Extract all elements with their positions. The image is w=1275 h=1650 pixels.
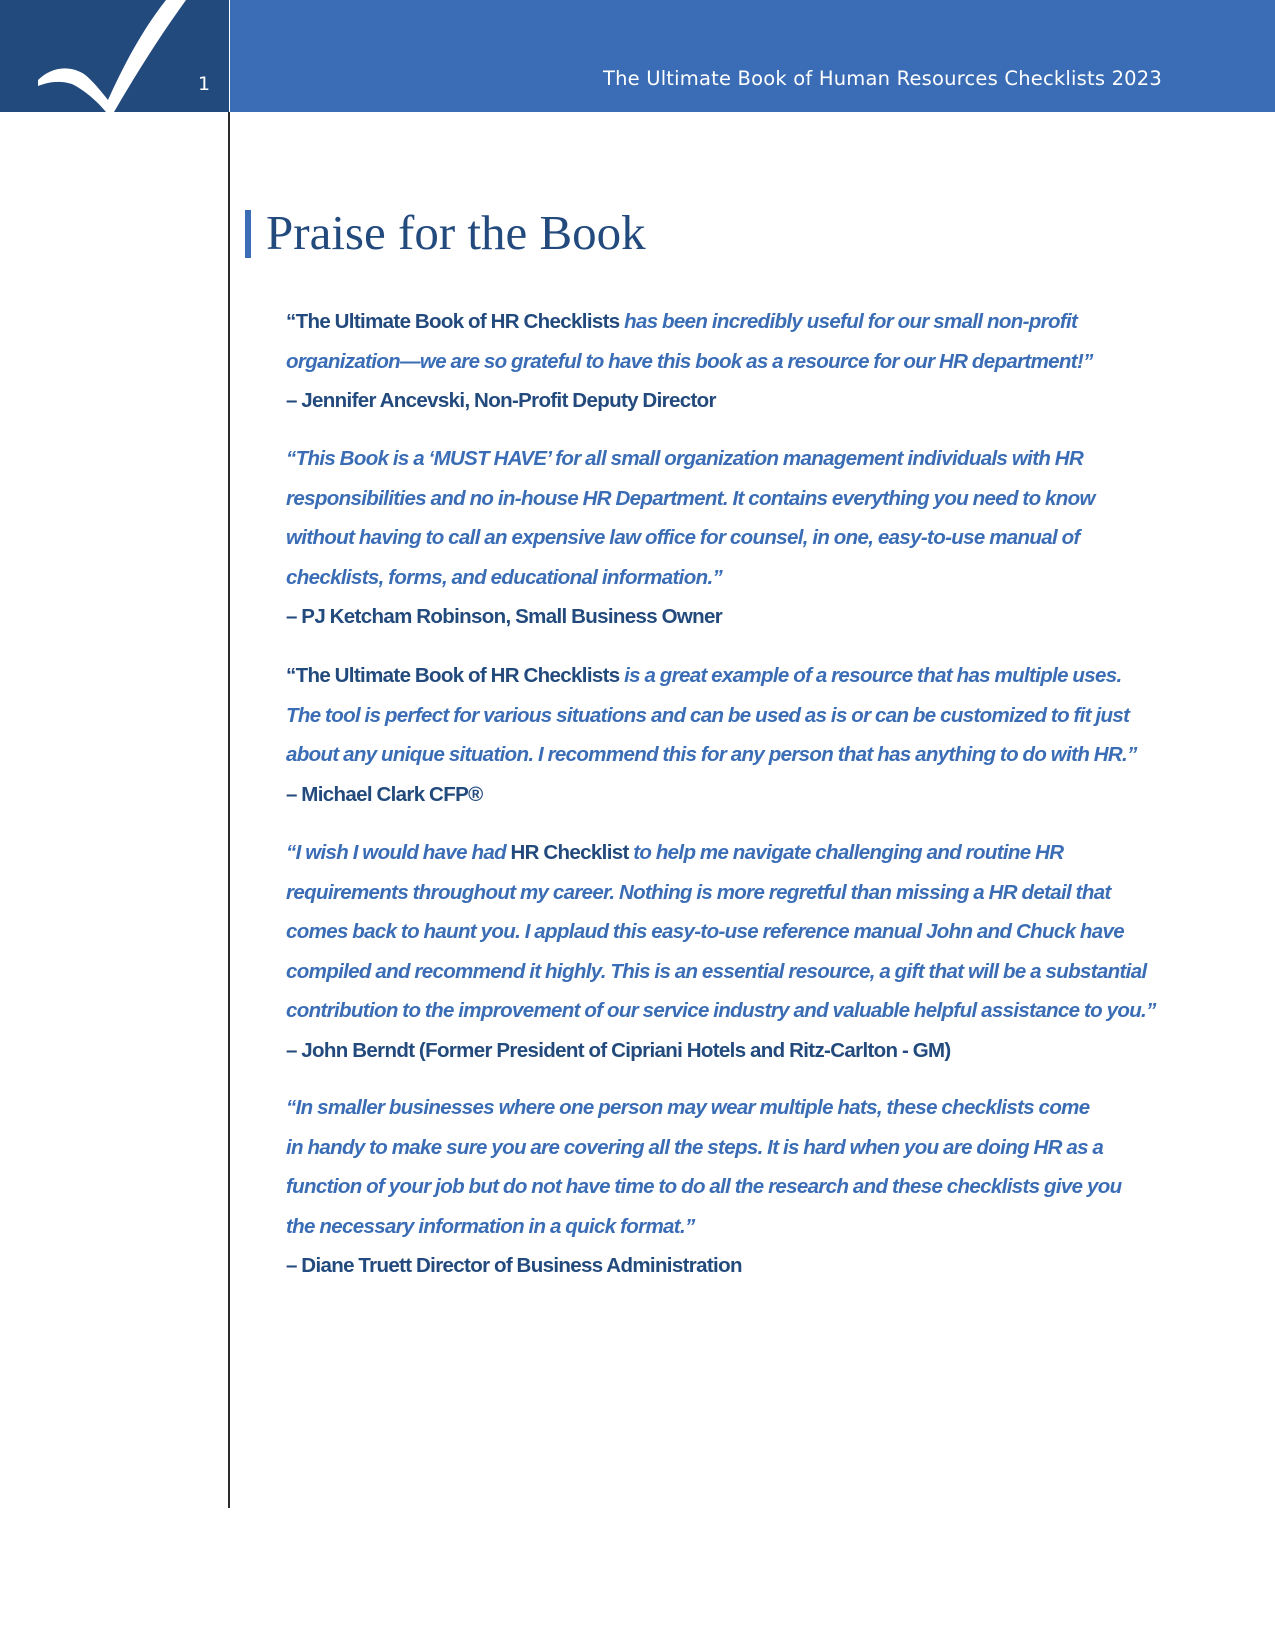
- quote-segment: without having to call an expensive law office for counsel, in one, easy-to-use manual of: [286, 526, 1080, 550]
- title-accent-bar: [245, 210, 251, 258]
- quote-line: [286, 1207, 1132, 1247]
- quote-segment: requirements throughout my career. Nothing is more regretful than missing a HR detail that: [286, 880, 1111, 904]
- quote-segment: organization—we are so grateful to have this book as a resource for our HR department!”: [286, 349, 1093, 373]
- quote-segment: comes back to haunt you. I applaud this easy-to-use reference manual John and Chuck have: [286, 920, 1125, 944]
- quote-segment: function of your job but do not have time to do all the research and these checklists give you: [286, 1175, 1122, 1199]
- checkmark-icon: [36, 0, 186, 112]
- quote-segment: “I wish I would have had: [286, 841, 511, 864]
- quote-segment: is a great example of a resource that has multiple uses.: [624, 664, 1122, 687]
- quote-segment: in handy to make sure you are covering all the steps. It is hard when you are doing HR as a: [286, 1135, 1104, 1159]
- quote-segment: HR Checklist: [510, 841, 634, 864]
- quote-segment: The tool is perfect for various situations and can be used as is or can be customized to fit just: [286, 703, 1130, 727]
- quote-segment: “The Ultimate Book of HR Checklists: [286, 664, 625, 687]
- quote-line: [286, 558, 1132, 598]
- quote-segment: to help me navigate challenging and routine HR: [633, 841, 1064, 864]
- quote-segment: “In smaller businesses where one person may wear multiple hats, these checklists come: [286, 1096, 1090, 1119]
- quote-attribution: – Jennifer Ancevski, Non-Profit Deputy Director: [286, 389, 716, 413]
- header-banner: [230, 0, 1275, 112]
- quote-line: [286, 1128, 1132, 1168]
- quote-line: [286, 302, 1132, 342]
- quote-line: [286, 342, 1132, 382]
- quote-attribution: – PJ Ketcham Robinson, Small Business Owner: [286, 605, 723, 629]
- quote-line: [286, 952, 1147, 992]
- quote-line: [286, 912, 1132, 952]
- quote-segment: “The Ultimate Book of HR Checklists: [286, 310, 625, 333]
- testimonial: [286, 656, 1137, 814]
- quote-attribution: – Michael Clark CFP®: [286, 782, 483, 806]
- quote-line: [286, 833, 1132, 873]
- running-title: The Ultimate Book of Human Resources Checklists 2023: [602, 67, 1162, 90]
- quote-line: [286, 439, 1132, 479]
- quote-segment: the necessary information in a quick format.”: [286, 1214, 695, 1238]
- quote-attribution: – John Berndt (Former President of Cipriani Hotels and Ritz-Carlton - GM): [286, 1038, 951, 1062]
- quote-line: [286, 873, 1132, 913]
- page-number: 1: [198, 73, 211, 95]
- testimonial: [286, 302, 1132, 421]
- quote-line: [286, 735, 1137, 775]
- quote-line: [286, 991, 1156, 1031]
- testimonial: [286, 439, 1132, 637]
- quote-segment: checklists, forms, and educational information.”: [286, 565, 723, 589]
- header-logo-block: [0, 0, 229, 112]
- quote-segment: “This Book is a ‘MUST HAVE’ for all small organization management individuals with HR: [286, 447, 1084, 470]
- quote-line: [286, 518, 1132, 558]
- testimonial: [286, 1088, 1132, 1286]
- quote-attribution: – Diane Truett Director of Business Administration: [286, 1254, 742, 1278]
- quote-line: [286, 479, 1132, 519]
- quote-segment: responsibilities and no in-house HR Department. It contains everything you need to know: [286, 486, 1095, 510]
- quote-line: [286, 656, 1132, 696]
- margin-rule: [228, 112, 230, 1508]
- quote-segment: compiled and recommend it highly. This is an essential resource, a gift that will be a substantial: [286, 959, 1147, 983]
- quote-segment: about any unique situation. I recommend this for any person that has anything to do with HR.”: [286, 743, 1137, 767]
- quote-segment: contribution to the improvement of our service industry and valuable helpful assistance to you.”: [286, 999, 1156, 1023]
- page-title: Praise for the Book: [266, 205, 646, 260]
- quote-line: [286, 696, 1132, 736]
- quote-line: [286, 1088, 1132, 1128]
- testimonial: [286, 833, 1156, 1071]
- quote-segment: has been incredibly useful for our small non-profit: [624, 310, 1078, 333]
- quote-line: [286, 1167, 1132, 1207]
